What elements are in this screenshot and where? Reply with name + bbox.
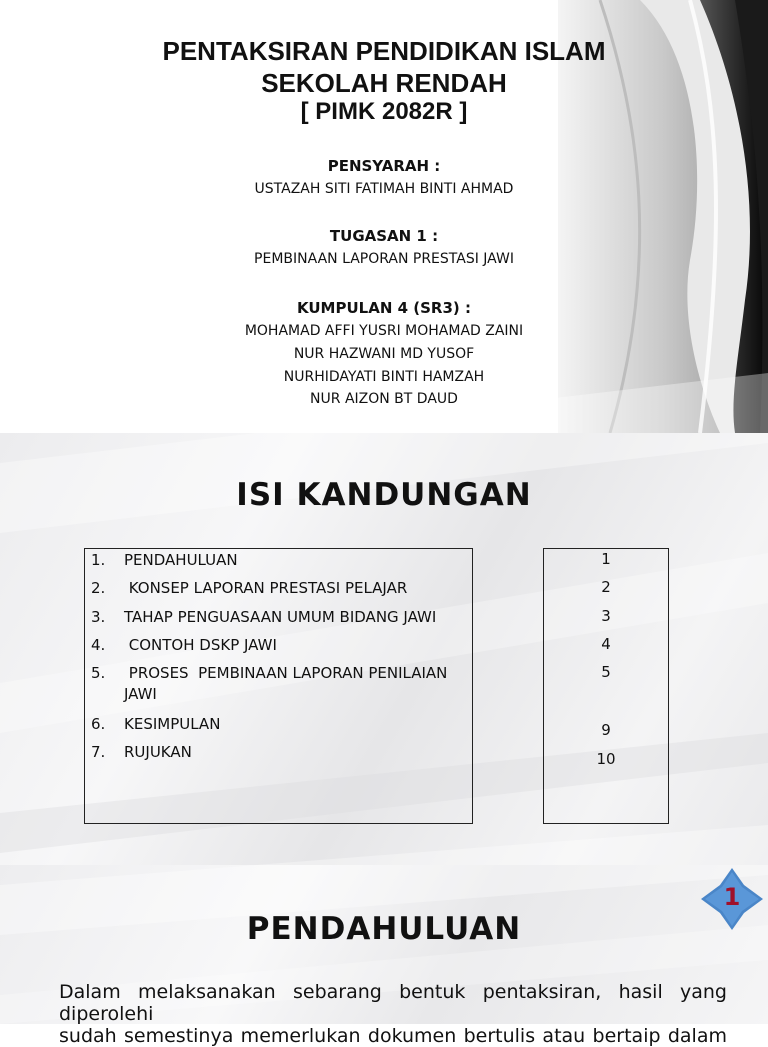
course-code: [ PIMK 2082R ] (300, 98, 468, 125)
group-member: MOHAMAD AFFI YUSRI MOHAMAD ZAINI (244, 323, 524, 339)
toc-item-label: TAHAP PENGUASAAN UMUM BIDANG JAWI (124, 608, 437, 626)
group-member: NURHIDAYATI BINTI HAMZAH (283, 369, 485, 385)
task-label: TUGASAN 1 : (329, 227, 439, 245)
toc-item[interactable] (91, 550, 464, 571)
toc-page-number: 5 (601, 663, 611, 681)
toc-item-number: 5. (91, 664, 106, 682)
group-label: KUMPULAN 4 (SR3) : (297, 299, 471, 317)
group-member: NUR AIZON BT DAUD (310, 391, 458, 407)
toc-page-number: 2 (601, 578, 611, 596)
toc-item-number: 7. (91, 743, 106, 761)
toc-item-number: 2. (91, 579, 106, 597)
toc-item-label: RUJUKAN (124, 743, 192, 761)
toc-page-number: 9 (601, 721, 611, 739)
toc-page-number: 4 (601, 635, 611, 653)
toc-page-number: 10 (596, 750, 616, 768)
introduction-slide (0, 865, 768, 1047)
toc-item-label: CONTOH DSKP JAWI (124, 636, 277, 654)
toc-title: ISI KANDUNGAN (236, 477, 532, 513)
title-line-1: PENTAKSIRAN PENDIDIKAN ISLAM (162, 36, 606, 66)
table-of-contents-slide (0, 433, 768, 865)
lecturer-label: PENSYARAH : (327, 157, 441, 175)
section-title: PENDAHULUAN (246, 911, 522, 947)
toc-item[interactable] (91, 714, 464, 735)
group-member: NUR HAZWANI MD YUSOF (293, 346, 475, 362)
toc-item-number: 3. (91, 608, 106, 626)
toc-item[interactable] (91, 742, 464, 763)
toc-item-label: PROSES PEMBINAAN LAPORAN PENILAIAN JAWI (124, 664, 453, 703)
task-name: PEMBINAAN LAPORAN PRESTASI JAWI (254, 251, 514, 267)
toc-item[interactable] (91, 635, 464, 656)
toc-item-number: 4. (91, 636, 106, 654)
section-number: 1 (723, 883, 741, 911)
intro-paragraph-line: sudah semestinya memerlukan dokumen bertulis atau bertaip dalam (59, 1025, 727, 1047)
toc-pages-box (543, 548, 669, 824)
toc-item-label: KONSEP LAPORAN PRESTASI PELAJAR (124, 579, 408, 597)
title-line-2: SEKOLAH RENDAH (261, 68, 507, 98)
toc-item[interactable] (91, 607, 464, 628)
toc-item-number: 1. (91, 551, 106, 569)
toc-items-box (84, 548, 473, 824)
intro-paragraph-line: Dalam melaksanakan sebarang bentuk pentaksiran, hasil yang diperolehi (59, 981, 727, 1025)
title-slide (0, 0, 768, 433)
intro-paragraph (59, 981, 727, 1047)
toc-item[interactable] (91, 578, 464, 599)
lecturer-name: USTAZAH SITI FATIMAH BINTI AHMAD (254, 181, 514, 197)
toc-item-label: PENDAHULUAN (124, 551, 238, 569)
toc-page-number: 1 (601, 550, 611, 568)
toc-item-number: 6. (91, 715, 106, 733)
toc-page-number: 3 (601, 607, 611, 625)
toc-item[interactable] (91, 663, 464, 705)
toc-item-label: KESIMPULAN (124, 715, 221, 733)
